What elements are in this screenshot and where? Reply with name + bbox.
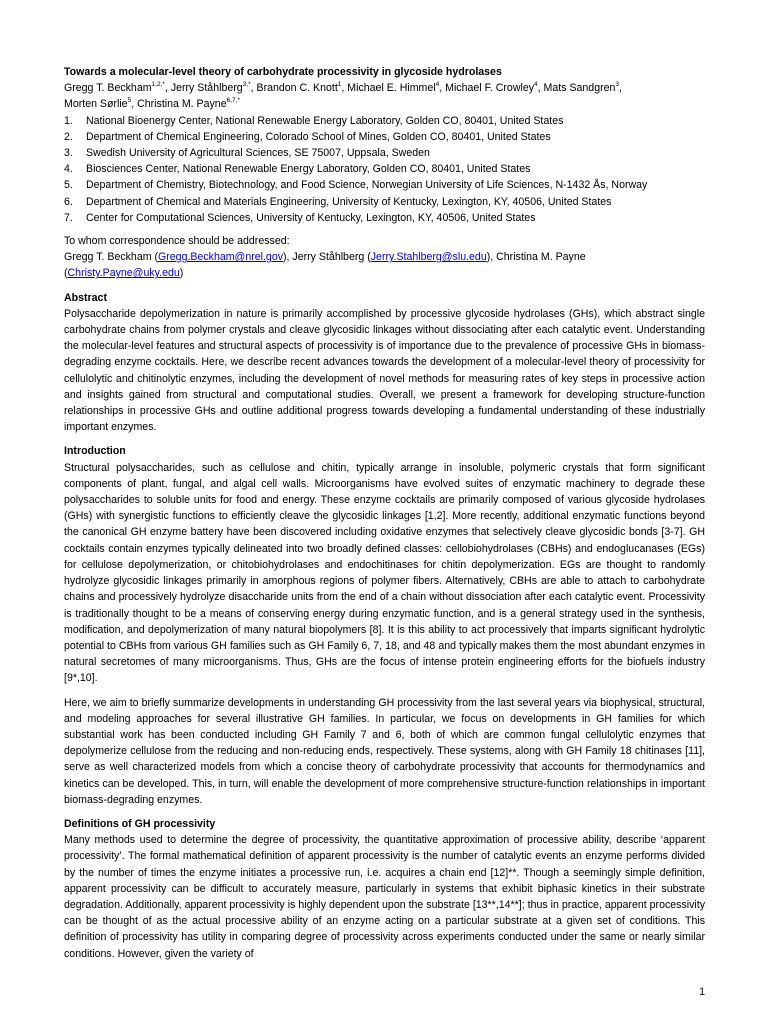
separator: , [250, 82, 257, 95]
affiliation-marker: 5 [127, 97, 132, 105]
affiliation-item [64, 210, 705, 226]
correspondence-block [64, 233, 705, 282]
affiliation-text: Department of Chemical and Materials Engineering, University of Kentucky, Lexington, KY, 40506, United States [86, 195, 612, 208]
abstract-heading: Abstract [64, 291, 107, 304]
affiliation-number: 2. [64, 130, 73, 143]
separator: , [341, 82, 348, 95]
paren: ( [64, 267, 68, 280]
definitions-paragraph: Many methods used to determine the degree of processivity, the quantitative approximation of processive ability, describe ‘apparent processivity’. The formal mathematical definition of apparent processivity is the number of catalytic events an enzyme performs divided by the number of times the enzyme initiates a processive run, i.e. acquires a chain end [12]**. Though a seemingly simple definition, apparent processivity can be difficult to accurately measure, particularly in systems that exhibit biphasic kinetics in their substrate degradation. Additionally, apparent processivity is highly dependent upon the substrate [13**,14**]; thus in practice, apparent processivity can be thought of as the actual processive ability of an enzyme acting on a particular substrate at a given set of conditions. This definition of processivity has utility in comparing degree of processivity across experiments conducted under the same or nearly similar conditions. However, given the variety of [64, 834, 705, 960]
author: Jerry Ståhlberg [170, 82, 243, 95]
affiliation-item [64, 145, 705, 161]
paren: ) [179, 267, 184, 280]
affiliation-number: 3. [64, 147, 73, 160]
affiliation-item [64, 177, 705, 193]
author: Christina M. Payne [137, 98, 227, 111]
author: Brandon C. Knott [256, 82, 338, 95]
email-link-payne[interactable]: Christy.Payne@uky.edu [67, 267, 180, 280]
affiliation-marker: 1,2,* [151, 81, 165, 89]
affiliation-number: 1. [64, 114, 73, 127]
correspondence-name: Gregg T. Beckham ( [64, 251, 159, 264]
introduction-paragraph-1: Structural polysaccharides, such as cellulose and chitin, typically arrange in insoluble, polymeric crystals that form significant components of plant, fungal, and algal cell walls. Microorganisms have evolved suites of enzymatic machinery to degrade these polysaccharides to soluble units for food and energy. These enzyme cocktails are primarily composed of various glycoside hydrolases (GHs) with synergistic functions to efficiently cleave the glycosidic linkages [1,2]. More recently, additional enzymatic functions beyond the canonical GH enzyme battery have been discovered including oxidative enzymes that selectively cleave glycosidic bonds [3-7]. GH cocktails contain enzymes typically delineated into two broadly defined classes: cellobiohydrolases (CBHs) and endoglucanases (EGs) for cellulose depolymerization, or chitobiohydrolases and endochitinases for chitin depolymerization. EGs are thought to randomly hydrolyze glycosidic linkages primarily in amorphous regions of polymer fibers. Alternatively, CBHs are able to attach to carbohydrate chains and processively hydrolyze disaccharide units from the end of a chain without dissociation after each catalytic event. Processivity is traditionally thought to be a means of conserving energy during enzymatic function, and is a general strategy used in the synthesis, modification, and depolymerization of many natural biopolymers [8]. It is this ability to act processively that imparts significant hydrolytic potential to CBHs from various GH families such as GH Family 6, 7, 18, and 48 and typically makes them the most abundant enzymes in natural secretomes of many microorganisms. Thus, GHs are the focus of intense protein engineering efforts for the biofuels industry [9*,10]. [64, 461, 705, 685]
affiliation-marker: 6,7,* [226, 97, 240, 105]
author: Michael F. Crowley [445, 82, 535, 95]
affiliation-text: Department of Chemistry, Biotechnology, and Food Science, Norwegian University of Life Sciences, N-1432 Ås, Norway [86, 179, 648, 192]
introduction-paragraph-2: Here, we aim to briefly summarize developments in understanding GH processivity from the last several years via biophysical, structural, and modeling approaches for several illustrative GH families. In particular, we focus on developments in GH families for which substantial work has been conducted including GH Family 7 and 6, both of which are common fungal cellulolytic enzymes that depolymerize cellulose from the reducing and non-reducing ends, respectively. These systems, along with GH Family 18 chitinases [11], serve as well characterized models from which a concise theory of carbohydrate processivity that accounts for thermodynamics and kinetics can be developed. This, in turn, will enable the development of more comprehensive structure-function relationships in important biomass-degrading enzymes. [64, 696, 705, 806]
separator: , [619, 82, 622, 95]
affiliation-item [64, 161, 705, 177]
separator: , [439, 82, 446, 95]
affiliation-item [64, 113, 705, 129]
affiliation-marker: 3 [615, 81, 620, 89]
author-line-1 [64, 80, 705, 96]
separator: , [164, 82, 171, 95]
correspondence-name: ), Christina M. Payne [486, 251, 586, 264]
author-line-2 [64, 96, 705, 112]
affiliation-marker: 4 [435, 81, 440, 89]
definitions-heading: Definitions of GH processivity [64, 817, 216, 830]
affiliation-item [64, 194, 705, 210]
affiliation-text: Swedish University of Agricultural Sciences, SE 75007, Uppsala, Sweden [86, 147, 430, 160]
separator: , [131, 98, 138, 111]
email-link-stahlberg[interactable]: Jerry.Stahlberg@slu.edu [370, 251, 487, 264]
correspondence-contacts [64, 249, 705, 265]
author: Michael E. Himmel [347, 82, 436, 95]
separator: , [537, 82, 544, 95]
affiliation-list [64, 113, 705, 226]
author: Mats Sandgren [543, 82, 616, 95]
abstract-paragraph: Polysaccharide depolymerization in nature is primarily accomplished by processive glycoside hydrolases (GHs), which abstract single carbohydrate chains from polymer crystals and cleave glycosidic linkages without dissociating after each catalytic event. Understanding the molecular-level features and structural aspects of processivity is of importance due to the prevalence of processive GHs in biomass-degrading enzyme cocktails. Here, we describe recent advances towards the development of a molecular-level theory of processivity for cellulolytic and chitinolytic enzymes, including the development of novel methods for measuring rates of key steps in processive action and insights gained from structural and computational studies. Overall, we present a framework for developing structure-function relationships in processive GHs and outline additional progress towards developing a fundamental understanding of these industrially important enzymes. [64, 307, 705, 434]
affiliation-number: 6. [64, 195, 73, 208]
author: Morten Sørlie [64, 98, 128, 111]
affiliation-number: 7. [64, 211, 73, 224]
correspondence-name: ), Jerry Ståhlberg ( [283, 251, 371, 264]
paper-page [64, 64, 705, 962]
affiliation-text: Center for Computational Sciences, University of Kentucky, Lexington, KY, 40506, United States [86, 211, 536, 224]
affiliation-number: 5. [64, 179, 73, 192]
affiliation-number: 4. [64, 163, 73, 176]
page-number: 1 [699, 986, 705, 998]
email-link-beckham[interactable]: Gregg.Beckham@nrel.gov [158, 251, 284, 264]
affiliation-marker: 3,* [242, 81, 251, 89]
affiliation-text: Department of Chemical Engineering, Colorado School of Mines, Golden CO, 80401, United States [86, 130, 551, 143]
paper-title: Towards a molecular-level theory of carbohydrate processivity in glycoside hydrolases [64, 66, 502, 78]
correspondence-contacts-cont [64, 265, 705, 281]
author: Gregg T. Beckham [64, 82, 152, 95]
affiliation-item [64, 129, 705, 145]
affiliation-marker: 4 [534, 81, 538, 89]
introduction-heading: Introduction [64, 445, 126, 458]
affiliation-text: National Bioenergy Center, National Renewable Energy Laboratory, Golden CO, 80401, United States [86, 114, 564, 127]
affiliation-text: Biosciences Center, National Renewable Energy Laboratory, Golden CO, 80401, United States [86, 163, 531, 176]
correspondence-label: To whom correspondence should be addressed: [64, 235, 290, 248]
affiliation-marker: 1 [337, 81, 342, 89]
